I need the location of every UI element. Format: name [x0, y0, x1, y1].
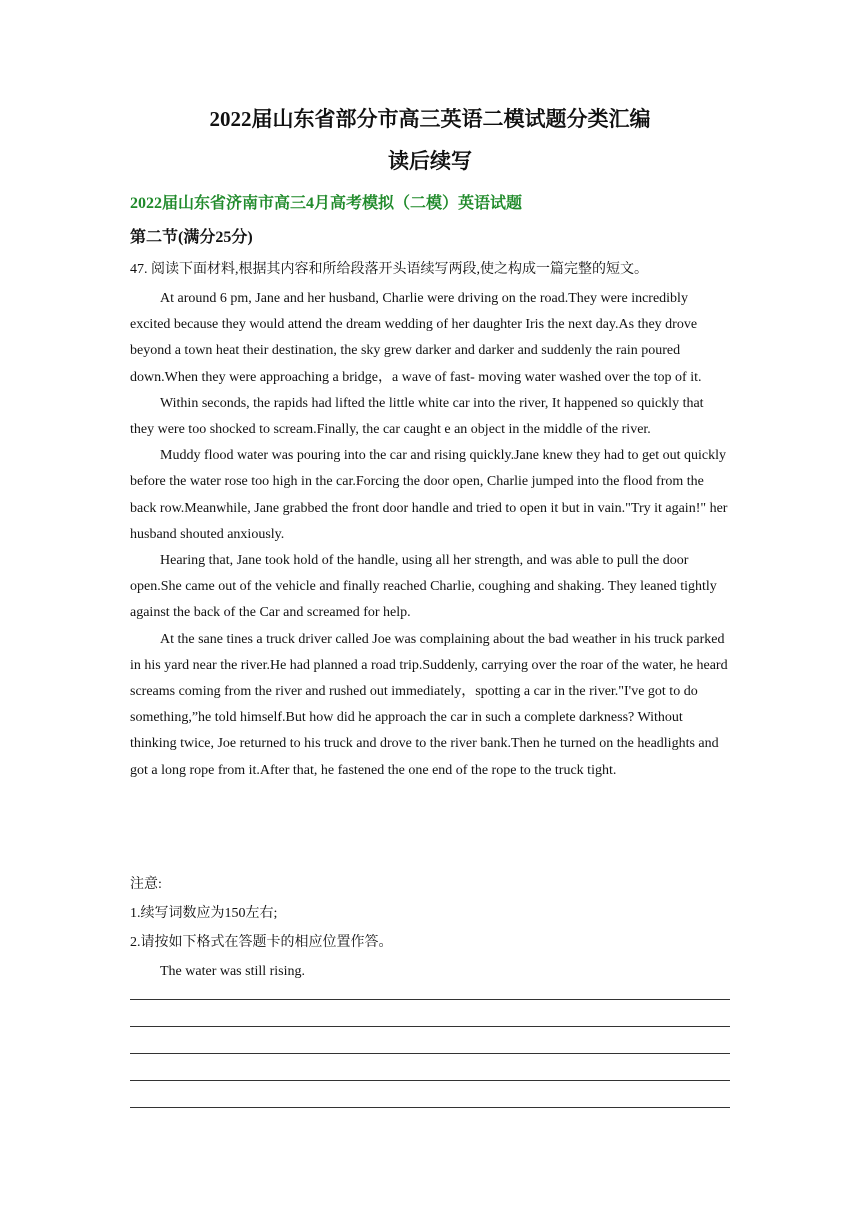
notes-block [130, 870, 393, 986]
reading-passage [130, 286, 730, 784]
answer-line [130, 1107, 730, 1108]
exam-source-heading: 2022届山东省济南市高三4月高考模拟（二模）英语试题 [130, 195, 523, 212]
passage-paragraph: At around 6 pm, Jane and her husband, Charlie were driving on the road.They were incredibly excited because they would attend the dream wedding of her daughter Iris the next day.As they drove beyond a town heat their destination, the sky grew darker and darker and suddenly the rain poured down.When they were approaching a bridge，a wave of fast- moving water washed over the top of it. [130, 291, 702, 385]
note-item: 2.请按如下格式在答题卡的相应位置作答。 [130, 935, 393, 950]
page-subtitle: 读后续写 [388, 149, 472, 173]
answer-lines [130, 999, 730, 1134]
passage-paragraph: Muddy flood water was pouring into the car and rising quickly.Jane knew they had to get out quickly before the water rose too high in the car.Forcing the door open, Charlie jumped into the flood from the back row.Meanwhile, Jane grabbed the front door handle and tried to open it but in vain."Try it again!" her husband shouted anxiously. [130, 448, 728, 542]
answer-line [130, 1026, 730, 1027]
section-heading: 第二节(满分25分) [130, 229, 253, 246]
answer-line [130, 1053, 730, 1054]
notes-label: 注意: [130, 877, 162, 892]
note-item: 1.续写词数应为150左右; [130, 906, 278, 921]
answer-line [130, 999, 730, 1000]
answer-line [130, 1080, 730, 1081]
passage-paragraph: Within seconds, the rapids had lifted the little white car into the river, It happened so quickly that they were too shocked to scream.Finally, the car caught e an object in the middle of the river. [130, 395, 704, 438]
passage-paragraph: At the sane tines a truck driver called Joe was complaining about the bad weather in his truck parked in his yard near the river.He had planned a road trip.Suddenly, carrying over the roar of the water, he heard screams coming from the river and rushed out immediately，spotting a car in the river."I've got to do something,”he told himself.But how did he approach the car in such a complete darkness? Without thinking twice, Joe returned to his truck and drove to the river bank.Then he turned on the headlights and got a long rope from it.After that, he fastened the one end of the rope to the truck tight. [130, 631, 728, 778]
passage-paragraph: Hearing that, Jane took hold of the handle, using all her strength, and was able to pull the door open.She came out of the vehicle and finally reached Charlie, coughing and shaking. They leaned tightly against the back of the Car and screamed for help. [130, 553, 717, 621]
question-instruction: 47. 阅读下面材料,根据其内容和所给段落开头语续写两段,使之构成一篇完整的短文。 [130, 262, 648, 277]
continuation-starter: The water was still rising. [160, 964, 306, 979]
page-title: 2022届山东省部分市高三英语二模试题分类汇编 [209, 107, 651, 131]
